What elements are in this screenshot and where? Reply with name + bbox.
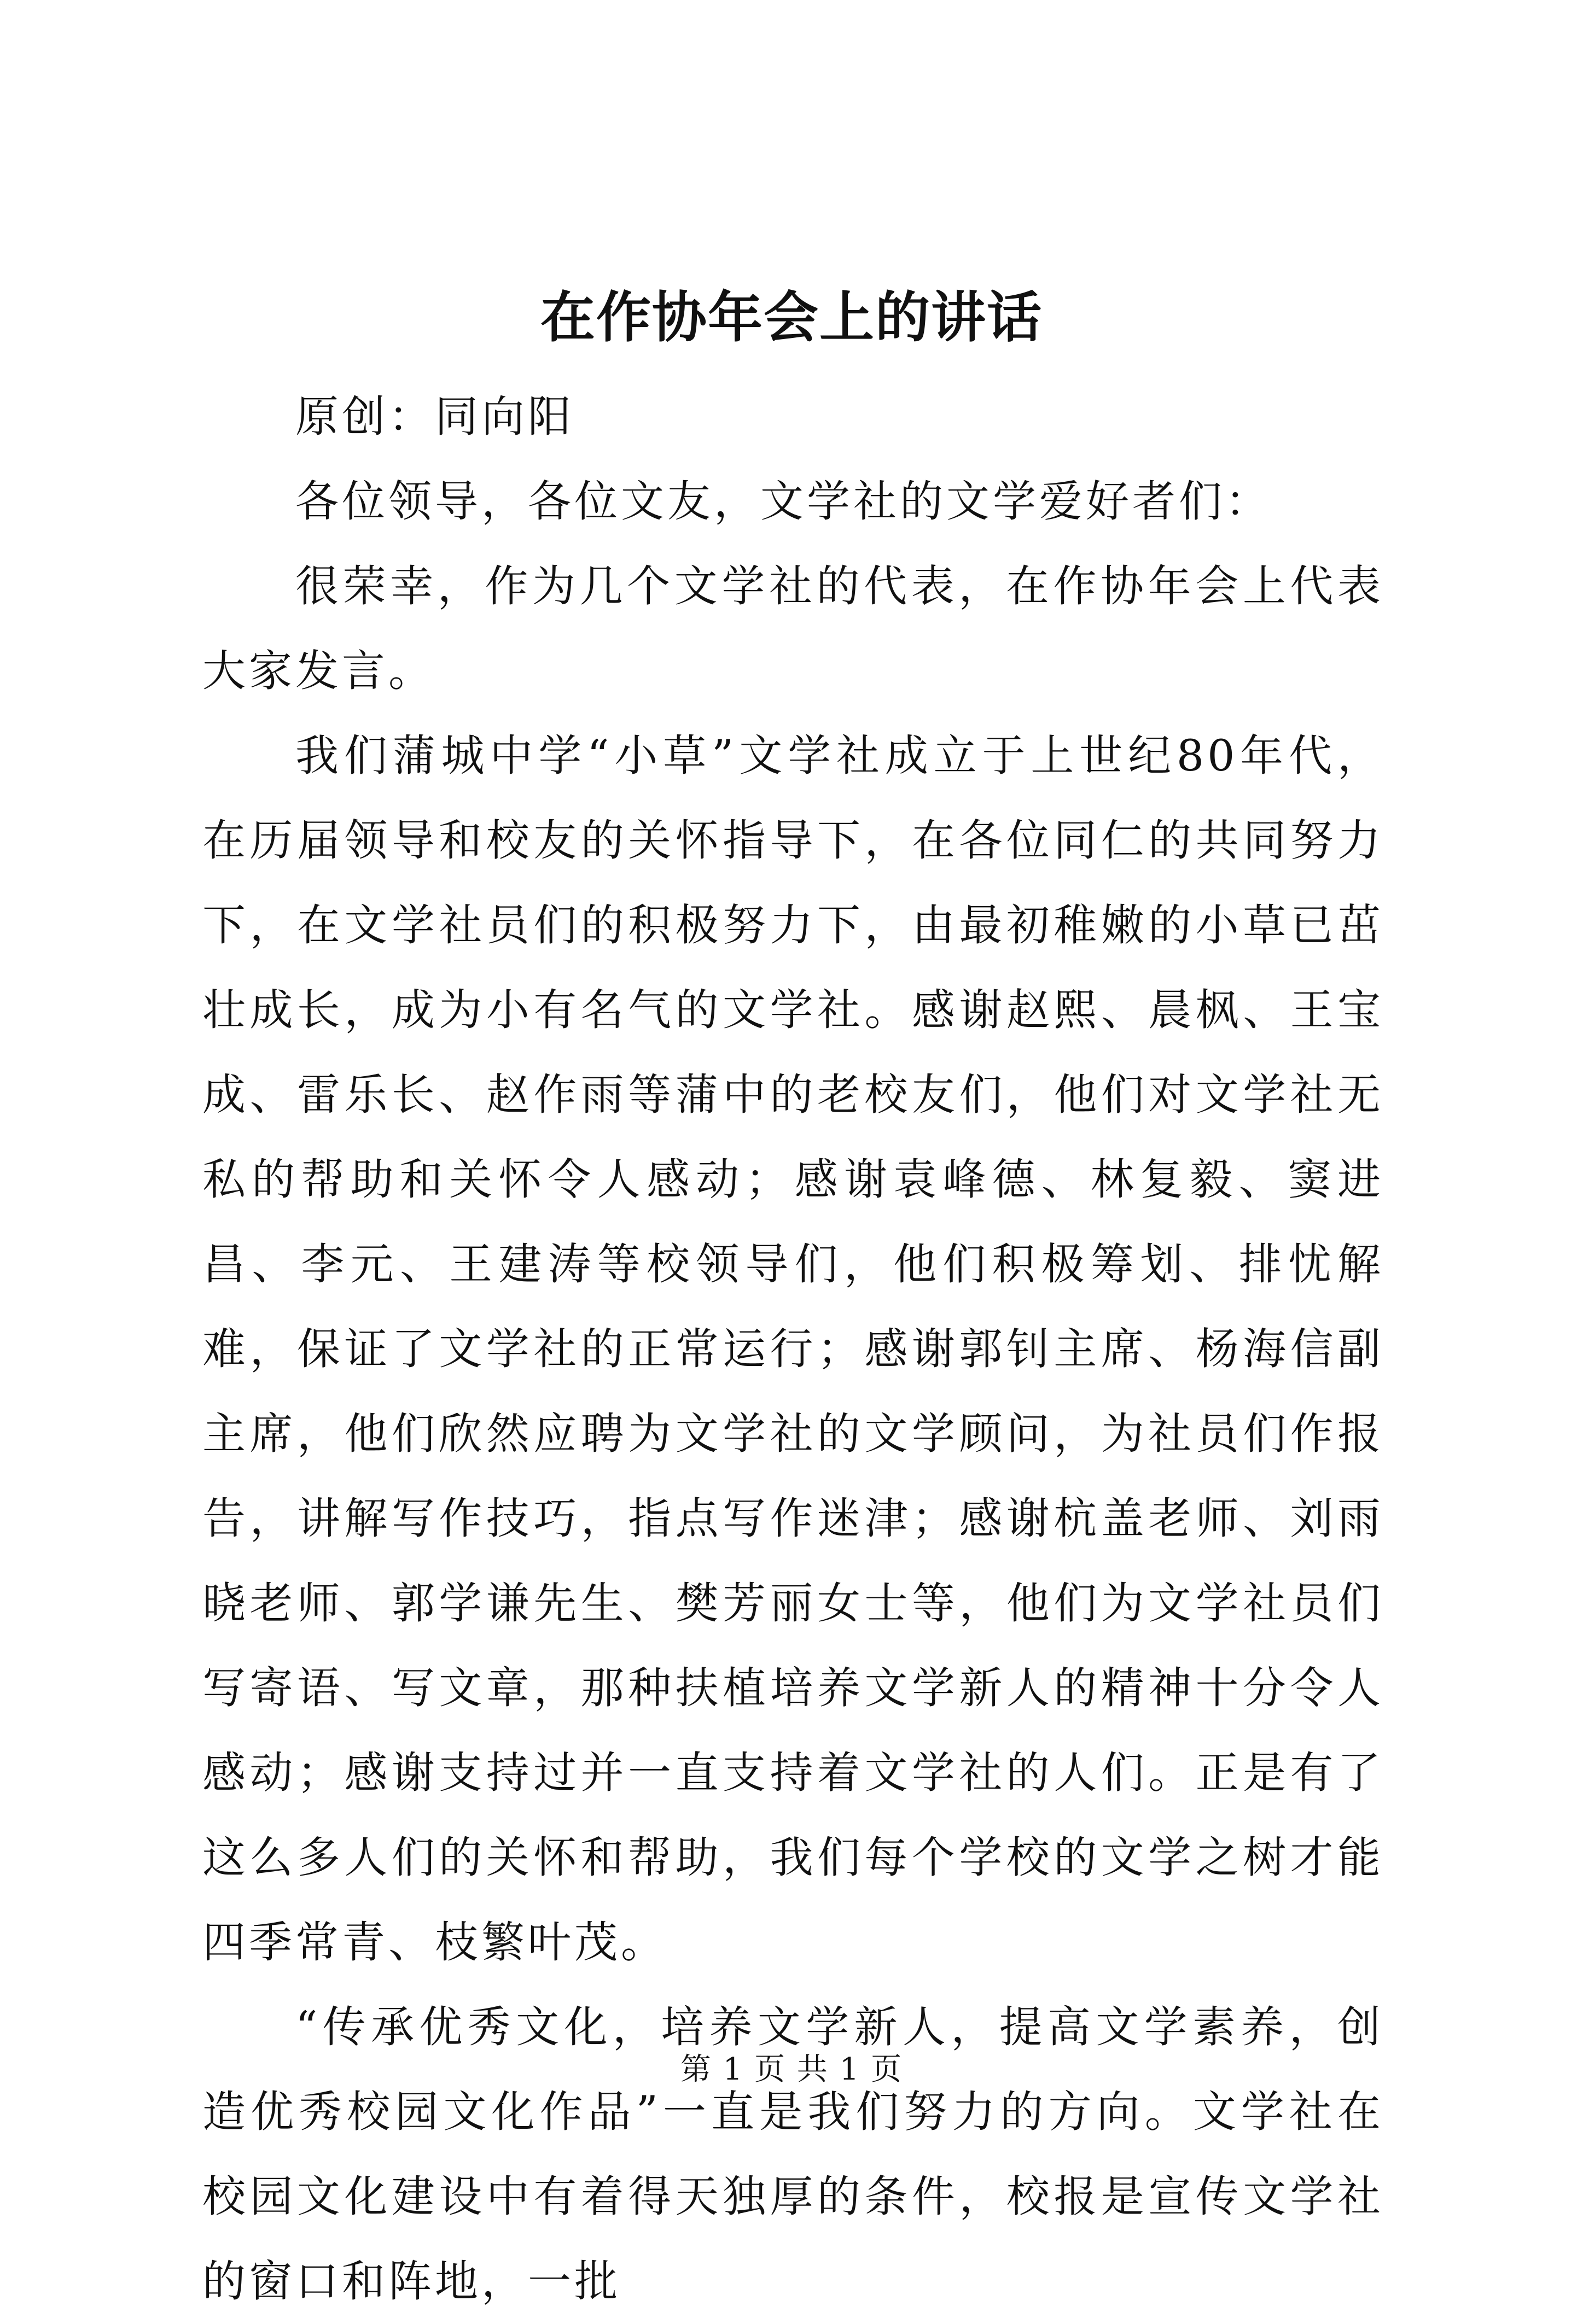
author-line: 原创：同向阳 [295,392,574,442]
salutation: 各位领导，各位文友，文学社的文学爱好者们： [295,476,1272,527]
paragraph-gratitude: 我们蒲城中学“小草”文学社成立于上世纪80年代，在历届领导和校友的关怀指导下，在各位同仁的共同努力下，在文学社员们的积极努力下，由最初稚嫩的小草已茁壮成长，成为小有名气的文学社。感谢赵熙、晨枫、王宝成、雷乐长、赵作雨等蒲中的老校友们，他们对文学社无私的帮助和关怀令人感动；感谢袁峰德、林复毅、窦进昌、李元、王建涛等校领导们，他们积极筹划、排忧解难，保证了文学社的正常运行；感谢郭钊主席、杨海信副主席，他们欣然应聘为文学社的文学顾问，为社员们作报告，讲解写作技巧，指点写作迷津；感谢杭盖老师、刘雨晓老师、郭学谦先生、樊芳丽女士等，他们为文学社员们写寄语、写文章，那种扶植培养文学新人的精神十分令人感动；感谢支持过并一直支持着文学社的人们。正是有了这么多人们的关怀和帮助，我们每个学校的文学之树才能四季常青、枝繁叶茂。 [202,731,1384,1967]
document-title: 在作协年会上的讲话 [540,285,1043,349]
document-body [202,375,1384,2324]
page-footer: 第 1 页 共 1 页 [680,2052,903,2087]
paragraph-mission: “传承优秀文化，培养文学新人，提高文学素养，创造优秀校园文化作品”一直是我们努力的方向。文学社在校园文化建设中有着得天独厚的条件，校报是宣传文学社的窗口和阵地，一批 [202,2002,1384,2307]
paragraph-opening: 很荣幸，作为几个文学社的代表，在作协年会上代表大家发言。 [202,561,1384,696]
